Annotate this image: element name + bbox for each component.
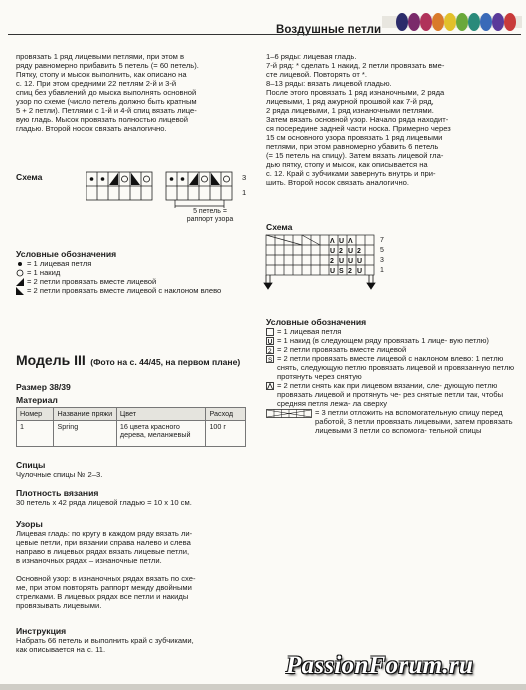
schema1-title: Схема — [16, 172, 43, 182]
legend1-item: = 2 петли провязать вместе лицевой — [16, 277, 262, 286]
text-line: петлями, при этом равномерно убавить 6 петель — [266, 142, 439, 151]
svg-text:U: U — [348, 248, 354, 255]
empty-square-icon — [266, 328, 274, 336]
schema1-row-3: 3 — [242, 173, 247, 182]
text-line: шить. Второй носок связать аналогично. — [266, 178, 409, 187]
text-line: вую гладь. Мысок провязать полностью лицевой — [16, 115, 188, 124]
legend2-item: = 3 петли отложить на вспомогательную спицу перед работой, 3 петли провязать лицевыми, затем провязать лицевыми 3 петли со вспомога- тельной спицы — [266, 408, 518, 435]
left-column — [16, 52, 262, 133]
text-line: как описывается на с. 11. — [16, 645, 106, 654]
text-line: Лицевая гладь: по кругу в каждом ряду вязать ли- — [16, 529, 193, 538]
col-header: Номер — [17, 408, 54, 421]
legend2-item: S = 2 петли провязать вместе лицевой с наклоном влево: 1 петлю снять, следующую петлю провязать лицевой и провязанную петлю протянуть через снятую — [268, 354, 515, 381]
model-title: Модель III — [16, 352, 86, 368]
col-header: Цвет — [116, 408, 206, 421]
site-watermark: PassionForum.ru — [286, 652, 474, 679]
text-line: ме, при этом повторять раппорт между двойными — [16, 583, 192, 592]
svg-text:Ʌ: Ʌ — [348, 238, 353, 245]
svg-text:2: 2 — [357, 248, 361, 255]
text-line: ряду равномерно прибавить 5 петель (= 60 петель). — [16, 61, 199, 70]
text-line: спиц без убавлений до мыска выполнять основной — [16, 88, 197, 97]
material-title: Материал — [16, 395, 58, 405]
patterns-title: Узоры — [16, 519, 43, 529]
text-line: 1–6 ряды: лицевая гладь. — [266, 52, 357, 61]
legend2-item: = 1 накид (в следующем ряду провязать 1 лице- вую петлю) — [266, 336, 518, 345]
density-section — [16, 488, 262, 507]
text-line: направо в лицевых рядах вязать лицевые петли, — [16, 547, 190, 556]
svg-text:2: 2 — [339, 248, 343, 255]
text-line: Основной узор: в изнаночных рядах вязать по схе- — [16, 574, 196, 583]
ssk-square-icon — [266, 355, 274, 363]
schema1-row-1: 1 — [242, 188, 247, 197]
text-line: После этого провязать 1 ряд изнаночными, 2 ряда — [266, 88, 445, 97]
svg-text:U: U — [357, 268, 363, 275]
schema2-row: 7 — [380, 237, 384, 244]
svg-text:U: U — [357, 258, 363, 265]
schema2-title: Схема — [266, 222, 293, 232]
thread-spools-decoration — [382, 4, 522, 38]
table-cell: 100 г — [206, 421, 246, 447]
text-line: цевые петли, при вязании справа налево и слева — [16, 538, 191, 547]
svg-text:2: 2 — [330, 258, 334, 265]
text-line: Набрать 66 петель и выполнить край с зубчиками, — [16, 636, 194, 645]
legend2-item: = 2 петли снять как при лицевом вязании, сле- дующую петлю провязать лицевой и протянуть че- рез снятые петли так, чтобы средняя петля лежа- ла сверху — [266, 381, 518, 408]
svg-text:U: U — [330, 248, 336, 255]
legend1-item: = 1 накид — [16, 268, 262, 277]
scan-edge — [0, 684, 526, 690]
filled-dot-icon — [16, 260, 24, 268]
text-line: дью пятку, стопу и мысок, как описывается на — [266, 160, 428, 169]
svg-text:Ʌ: Ʌ — [330, 238, 335, 245]
legend1-item: = 2 петли провязать вместе лицевой с наклоном влево — [16, 286, 262, 295]
density-title: Плотность вязания — [16, 488, 99, 498]
text-line: провязывать лицевыми. — [16, 601, 102, 610]
text-line: (= 15 петель на спицу). Затем вязать лицевой гла- — [266, 151, 444, 160]
text-line: 7-й ряд: * сделать 1 накид, 2 петли провязать вме- — [266, 61, 445, 70]
patterns-section — [16, 519, 262, 610]
text-line: Пятку, стопу и мысок выполнить, как описано на — [16, 70, 187, 79]
text-line: 8–13 ряды: вязать лицевой гладью. — [266, 79, 392, 88]
text-line: ся посередине задней части носка. Примерно через — [266, 124, 451, 133]
size-label: Размер 38/39 — [16, 382, 71, 392]
svg-text:U: U — [348, 258, 354, 265]
k2tog-square-icon — [266, 346, 274, 354]
yarn-over-square-icon — [266, 337, 274, 345]
model-heading — [16, 352, 262, 370]
text-line: в изнаночных рядах – изнаночные петли. — [16, 556, 162, 565]
col-header: Название пряжи — [54, 408, 116, 421]
needles-text: Чулочные спицы № 2–3. — [16, 470, 103, 479]
text-line: с. 12. При этом средними 22 петлям 2-й и 3-й — [16, 79, 177, 88]
text-line: сте лицевой. Повторять от *. — [266, 70, 367, 79]
model-photo-note: (Фото на с. 44/45, на первом плане) — [90, 357, 241, 367]
svg-text:2: 2 — [268, 348, 272, 354]
legend2 — [266, 317, 518, 435]
density-text: 30 петель х 42 ряда лицевой гладью = 10 х 10 см. — [16, 498, 192, 507]
text-line: гладью. Второй носок связать аналогично. — [16, 124, 167, 133]
instruction-title: Инструкция — [16, 626, 67, 636]
right-column — [266, 52, 516, 187]
table-cell: 16 цвета красного дерева, меланжевый — [116, 421, 206, 447]
svg-text:U: U — [339, 238, 345, 245]
svg-text:U: U — [339, 258, 345, 265]
triangle-left-icon — [16, 287, 24, 295]
page-header-title: Воздушные петли — [276, 24, 382, 36]
table-cell: Spring — [54, 421, 116, 447]
legend2-title: Условные обозначения — [266, 317, 367, 327]
table-row — [17, 421, 246, 447]
text-line: стрелками. В лицевых рядах все петли и накиды — [16, 592, 189, 601]
schema2-row: 5 — [380, 247, 384, 254]
legend1 — [16, 249, 262, 295]
double-decrease-square-icon — [266, 382, 274, 390]
needles-section — [16, 460, 262, 479]
legend2-item: 2 = 2 петли провязать вместе лицевой — [268, 345, 407, 354]
schema2-chart — [262, 233, 382, 291]
text-line: Затем вязать основной узор. Начало ряда находит- — [266, 115, 449, 124]
text-line: 2 ряда лицевыми, 1 ряд изнаночными петлями. — [266, 106, 434, 115]
schema2-row: 3 — [380, 257, 384, 264]
triangle-right-icon — [16, 278, 24, 286]
text-line: узор по схеме (число петель должно быть кратным — [16, 97, 197, 106]
legend1-title: Условные обозначения — [16, 249, 117, 259]
needles-title: Спицы — [16, 460, 46, 470]
header-rule — [8, 34, 521, 35]
table-header-row — [17, 408, 246, 421]
legend2-item: = 1 лицевая петля — [266, 327, 518, 336]
svg-text:S: S — [339, 268, 344, 275]
legend1-item: = 1 лицевая петля — [16, 259, 262, 268]
schema1-rapport-label: 5 петель = раппорт узора — [186, 208, 234, 223]
text-line: 5 + 2 петли). Петлями с 1-й и 4-й спиц вязать лице- — [16, 106, 197, 115]
table-cell: 1 — [17, 421, 54, 447]
schema2-row-labels — [380, 236, 384, 276]
open-circle-icon — [16, 269, 24, 277]
cable-cross-icon — [266, 409, 312, 418]
text-line: провязать 1 ряд лицевыми петлями, при этом в — [16, 52, 185, 61]
text-line: лицевыми, 1 ряд ажурной прошвой как 7-й ряд, — [266, 97, 434, 106]
col-header: Расход — [206, 408, 246, 421]
text-line: с. 12. Край с зубчиками завернуть внутрь и при- — [266, 169, 436, 178]
svg-text:S: S — [268, 357, 273, 363]
instruction-section — [16, 626, 262, 654]
svg-text:U: U — [330, 268, 336, 275]
material-table — [16, 407, 246, 447]
text-line: 15 см основного узора провязать 1 ряд лицевыми — [266, 133, 443, 142]
schema2-row: 1 — [380, 267, 384, 274]
svg-text:2: 2 — [348, 268, 352, 275]
